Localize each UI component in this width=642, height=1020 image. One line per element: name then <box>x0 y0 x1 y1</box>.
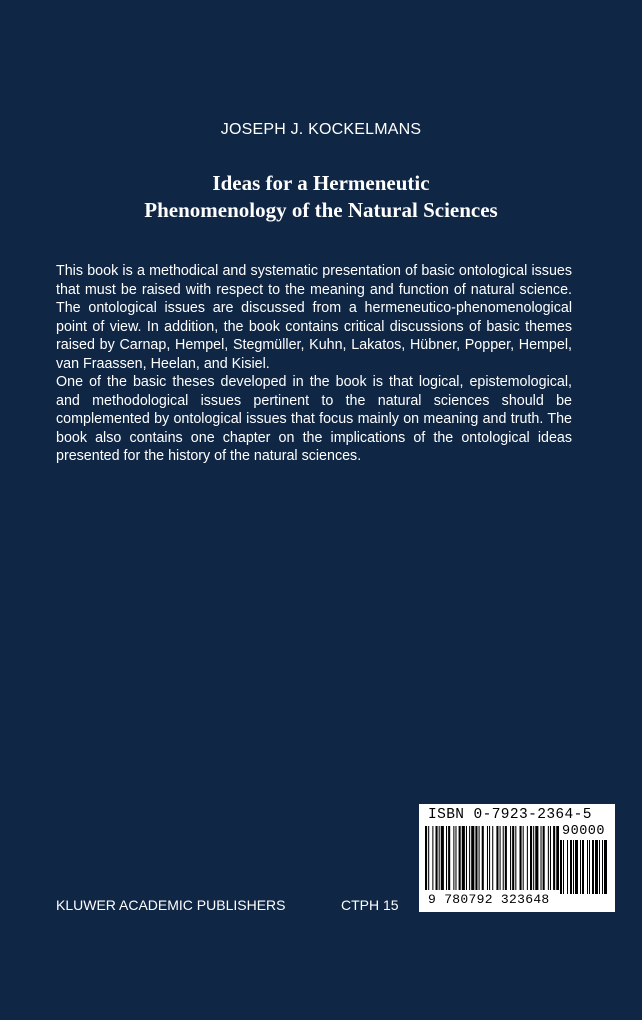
barcode-bar <box>553 826 555 890</box>
barcode-bar <box>487 826 488 890</box>
barcode-bar <box>595 840 598 894</box>
addon-code: 90000 <box>562 824 606 839</box>
barcode-bar <box>570 840 572 894</box>
title-line-1: Ideas for a Hermeneutic <box>212 171 430 195</box>
barcode-bar <box>599 840 600 894</box>
isbn-label: ISBN 0-7923-2364-5 <box>428 807 592 823</box>
barcode-bar <box>482 826 484 890</box>
barcode-bar <box>496 826 498 890</box>
barcode-bar <box>459 826 461 890</box>
barcode-bar <box>582 840 584 894</box>
ean-barcode-bars <box>425 826 559 890</box>
barcode-bar <box>560 840 562 894</box>
barcode-bar <box>567 840 568 894</box>
barcode-bar <box>573 840 574 894</box>
barcode-bar <box>455 826 456 890</box>
barcode-box <box>419 804 615 912</box>
barcode-bar <box>587 840 588 894</box>
barcode-bar <box>515 826 516 890</box>
barcode-bar <box>556 826 559 890</box>
barcode-bar <box>448 826 450 890</box>
barcode-bar <box>466 826 467 890</box>
author: JOSEPH J. KOCKELMANS <box>220 121 422 138</box>
barcode-bar <box>479 826 480 890</box>
barcode-bar <box>533 826 534 890</box>
barcode-bar <box>530 826 532 890</box>
barcode-bar <box>602 840 603 894</box>
barcode-bar <box>492 826 493 890</box>
barcode-bar <box>425 826 427 890</box>
barcode-bar <box>523 826 524 890</box>
barcode-bar <box>550 826 551 890</box>
barcode-bar <box>563 840 564 894</box>
ean-digits: 9 780792 323648 <box>428 892 550 907</box>
addon-barcode-bars <box>560 840 608 894</box>
barcode-bar <box>500 826 501 890</box>
barcode-bar <box>505 826 507 890</box>
barcode-bar <box>428 826 429 890</box>
barcode-bar <box>527 826 528 890</box>
description-paragraph-1: This book is a methodical and systematic presentation of basic ontological issues that must be raised with respect to the meaning and function of natural science. The ontological issues are discussed from a hermeneutico-phenomenological point of view. In addition, the book contains critical discussions of basic themes raised by Carnap, Hempel, Stegmüller, Kuhn, Lakatos, Hübner, Popper, Hempel, van Fraassen, Heelan, and Kisiel. <box>56 263 572 372</box>
barcode-bar <box>592 840 594 894</box>
barcode-bar <box>469 826 470 890</box>
barcode-bar <box>432 826 433 890</box>
barcode-bar <box>441 826 444 890</box>
barcode-bar <box>436 826 438 890</box>
barcode-bar <box>510 826 511 890</box>
barcode-bar <box>439 826 440 890</box>
barcode-bar <box>543 826 545 890</box>
barcode-bar <box>535 826 538 890</box>
barcode-bar <box>503 826 504 890</box>
barcode-bar <box>489 826 490 890</box>
series-code: CTPH 15 <box>341 897 399 913</box>
barcode-bar <box>575 840 578 894</box>
publisher: KLUWER ACADEMIC PUBLISHERS <box>56 897 286 913</box>
barcode-bar <box>580 840 581 894</box>
barcode-bar <box>512 826 514 890</box>
barcode-bar <box>453 826 454 890</box>
book-title <box>0 170 642 224</box>
description <box>56 262 572 466</box>
barcode-bar <box>462 826 465 890</box>
barcode-bar <box>541 826 542 890</box>
title-line-2: Phenomenology of the Natural Sciences <box>144 198 498 222</box>
barcode-bar <box>548 826 549 890</box>
description-paragraph-2: One of the basic theses developed in the book is that logical, epistemological, and methodological issues pertinent to the natural sciences should be complemented by ontological issues that focus mainly on meaning and truth. The book also contains one chapter on the implications of the ontological ideas presented for the history of the natural sciences. <box>56 374 572 464</box>
barcode-bar <box>520 826 522 890</box>
barcode-bar <box>446 826 447 890</box>
barcode-bar <box>604 840 607 894</box>
barcode-bar <box>475 826 477 890</box>
barcode-bar <box>589 840 590 894</box>
barcode-bar <box>471 826 474 890</box>
